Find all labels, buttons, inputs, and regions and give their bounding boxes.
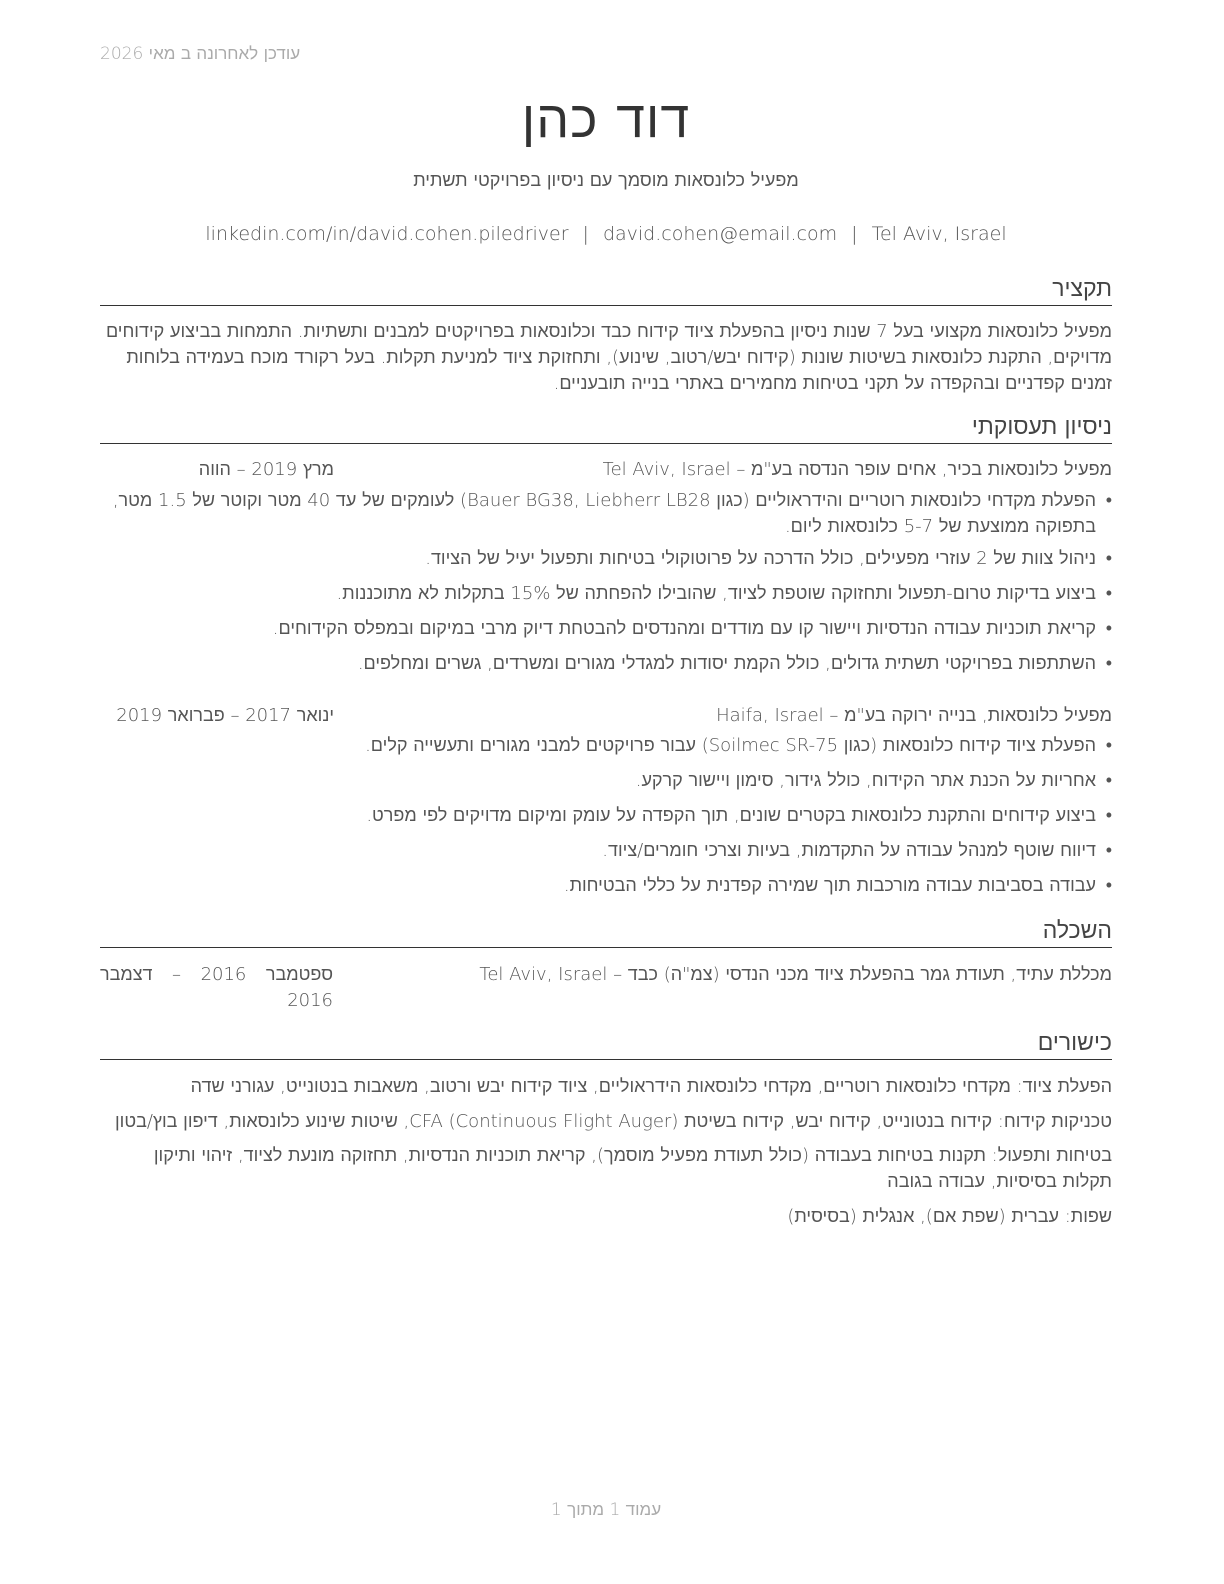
contact-line (100, 223, 1112, 245)
contact-separator: | (582, 223, 589, 245)
job-bullet: • קריאת תוכניות עבודה הנדסיות ויישור קו עם מודדים ומהנדסים להבטחת דיוק מרבי במיקום ובמפלס הקידוחים. (100, 616, 1112, 642)
candidate-name: דוד כהן (521, 90, 691, 150)
job-title: מפעיל כלונסאות, בנייה ירוקה בע"מ – Haifa, Israel (716, 705, 1112, 726)
contact-separator: | (851, 223, 858, 245)
job-header (100, 703, 1112, 729)
email-link[interactable]: david.cohen@email.com (602, 223, 838, 245)
skill-line: בטיחות ותפעול: תקנות בטיחות בעבודה (כולל תעודת מפעיל מוסמך), קריאת תוכניות הנדסיות, תחזוקה מונעת לציוד, זיהוי ותיקון תקלות בסיסיות, עבודה בגובה (153, 1145, 1112, 1192)
education-heading: השכלה (100, 917, 1112, 948)
linkedin-link[interactable]: linkedin.com/in/david.cohen.piledriver (205, 223, 569, 245)
job-bullet: • אחריות על הכנת אתר הקידוח, כולל גידור, סימון ויישור קרקע. (100, 768, 1112, 794)
page-indicator: עמוד 1 מתוך 1 (550, 1500, 662, 1520)
skills-heading: כישורים (100, 1029, 1112, 1060)
job-dates: ינואר 2017 – פברואר 2019 (116, 705, 334, 726)
skill-line: טכניקות קידוח: קידוח בנטונייט, קידוח יבש, קידוח בשיטת CFA (Continuous Flight Auger), שיטות שינוע כלונסאות, דיפון בוץ/בטון (114, 1111, 1112, 1132)
job-bullet: • השתתפות בפרויקטי תשתית גדולים, כולל הקמת יסודות למגדלי מגורים ומשרדים, גשרים ומחלפים. (100, 651, 1112, 677)
experience-heading: ניסיון תעסוקתי (100, 413, 1112, 444)
job-bullet: • ביצוע בדיקות טרום-תפעול ותחזוקה שוטפת לציוד, שהובילו להפחתה של 15% בתקלות לא מתוכננות. (100, 581, 1112, 607)
education-title: מכללת עתיד, תעודת גמר בהפעלת ציוד מכני הנדסי (צמ"ה) כבד – Tel Aviv, Israel (479, 964, 1112, 985)
job-bullet: • דיווח שוטף למנהל עבודה על התקדמות, בעיות וצרכי חומרים/ציוד. (100, 838, 1112, 864)
skill-line: שפות: עברית (שפת אם), אנגלית (בסיסית) (787, 1206, 1112, 1227)
candidate-subtitle: מפעיל כלונסאות מוסמך עם ניסיון בפרויקטי תשתית (413, 170, 799, 191)
last-updated: עודכן לאחרונה ב מאי 2026 (100, 44, 301, 64)
summary-text: מפעיל כלונסאות מקצועי בעל 7 שנות ניסיון בהפעלת ציוד קידוח כבד וכלונסאות בפרויקטים למבנים ותשתיות. התמחות בביצוע קידוחים מדויקים, התקנת כלונסאות בשיטות שונות (קידוח יבש/רטוב, שינוע), ותחזוקת ציוד למניעת תקלות. בעל רקורד מוכח בעמידה בלוחות זמנים קפדניים ובהקפדה על תקני בטיחות מחמירים באתרי בנייה תובעניים. (105, 321, 1112, 394)
job-title: מפעיל כלונסאות בכיר, אחים עופר הנדסה בע"מ – Tel Aviv, Israel (602, 459, 1112, 480)
job-header (100, 457, 1112, 483)
location-text: Tel Aviv, Israel (871, 223, 1007, 245)
job-bullet: • הפעלת מקדחי כלונסאות רוטריים והידראוליים (כגון Bauer BG38, Liebherr LB28) לעומקים של עד 40 מטר וקוטר של 1.5 מטר, בתפוקה ממוצעת של 5-7 כלונסאות ליום. (100, 488, 1112, 540)
skill-line: הפעלת ציוד: מקדחי כלונסאות רוטריים, מקדחי כלונסאות הידראוליים, ציוד קידוח יבש ורטוב, משאבות בנטונייט, עגורני שדה (190, 1076, 1112, 1097)
resume-page (100, 0, 1112, 1584)
job-bullet: • עבודה בסביבות עבודה מורכבות תוך שמירה קפדנית על כללי הבטיחות. (100, 873, 1112, 899)
job-bullets (100, 488, 1112, 677)
education-dates: ספטמבר 2016 – דצמבר 2016 (100, 964, 333, 1011)
job-bullet: • ביצוע קידוחים והתקנת כלונסאות בקטרים שונים, תוך הקפדה על עומק ומיקום מדויקים לפי מפרט. (100, 803, 1112, 829)
job-bullets (100, 733, 1112, 899)
job-bullet: • ניהול צוות של 2 עוזרי מפעילים, כולל הדרכה על פרוטוקולי בטיחות ותפעול יעיל של הציוד. (100, 546, 1112, 572)
summary-heading: תקציר (100, 275, 1112, 306)
job-dates: מרץ 2019 – הווה (198, 459, 334, 480)
job-bullet: • הפעלת ציוד קידוח כלונסאות (כגון Soilmec SR-75) עבור פרויקטים למבני מגורים ותעשייה קלים. (100, 733, 1112, 759)
